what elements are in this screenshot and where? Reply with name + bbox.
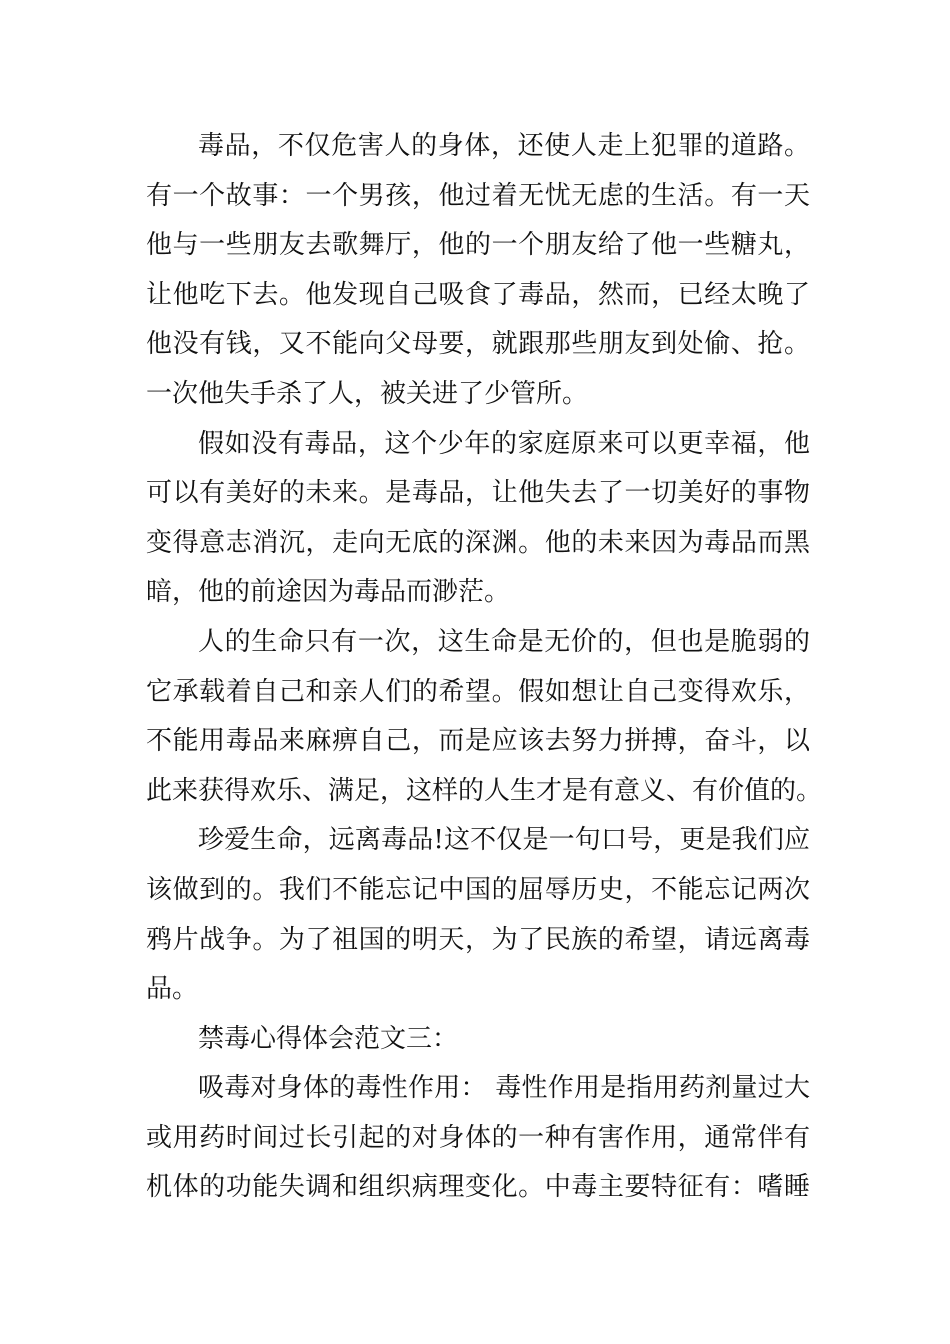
text-line: 假如没有毒品，这个少年的家庭原来可以更幸福，他 (198, 428, 810, 459)
text-line: 不能用毒品来麻痹自己，而是应该去努力拼搏，奋斗，以 (146, 726, 810, 757)
text-line: 或用药时间过长引起的对身体的一种有害作用，通常伴有 (146, 1122, 810, 1153)
text-line: 他与一些朋友去歌舞厅，他的一个朋友给了他一些糖丸， (146, 230, 810, 261)
text-line: 人的生命只有一次，这生命是无价的，但也是脆弱的 (198, 626, 810, 657)
text-line: 他没有钱，又不能向父母要，就跟那些朋友到处偷、抢。 (146, 329, 810, 360)
text-line: 鸦片战争。为了祖国的明天，为了民族的希望，请远离毒 (146, 924, 810, 955)
text-line: 一次他失手杀了人，被关进了少管所。 (146, 378, 589, 409)
text-line: 它承载着自己和亲人们的希望。假如想让自己变得欢乐， (146, 676, 810, 707)
text-line: 该做到的。我们不能忘记中国的屈辱历史，不能忘记两次 (146, 874, 810, 905)
text-line: 毒品，不仅危害人的身体，还使人走上犯罪的道路。 (198, 131, 810, 161)
text-line: 珍爱生命，远离毒品!这不仅是一句口号，更是我们应 (198, 825, 810, 856)
text-line: 暗，他的前途因为毒品而渺茫。 (146, 577, 511, 608)
text-line: 机体的功能失调和组织病理变化。中毒主要特征有：嗜睡 (146, 1172, 810, 1203)
text-line: 吸毒对身体的毒性作用： 毒性作用是指用药剂量过大 (198, 1073, 810, 1104)
section-heading: 禁毒心得体会范文三： (198, 1023, 459, 1054)
text-line: 品。 (146, 974, 199, 1005)
text-line: 让他吃下去。他发现自己吸食了毒品，然而，已经太晚了 (146, 279, 810, 310)
text-line: 可以有美好的未来。是毒品，让他失去了一切美好的事物 (146, 478, 810, 509)
document-body (146, 122, 823, 1213)
text-line: 有一个故事：一个男孩，他过着无忧无虑的生活。有一天 (146, 180, 810, 211)
text-line: 变得意志消沉，走向无底的深渊。他的未来因为毒品而黑 (146, 527, 810, 558)
text-line: 此来获得欢乐、满足，这样的人生才是有意义、有价值的。 (146, 775, 823, 806)
